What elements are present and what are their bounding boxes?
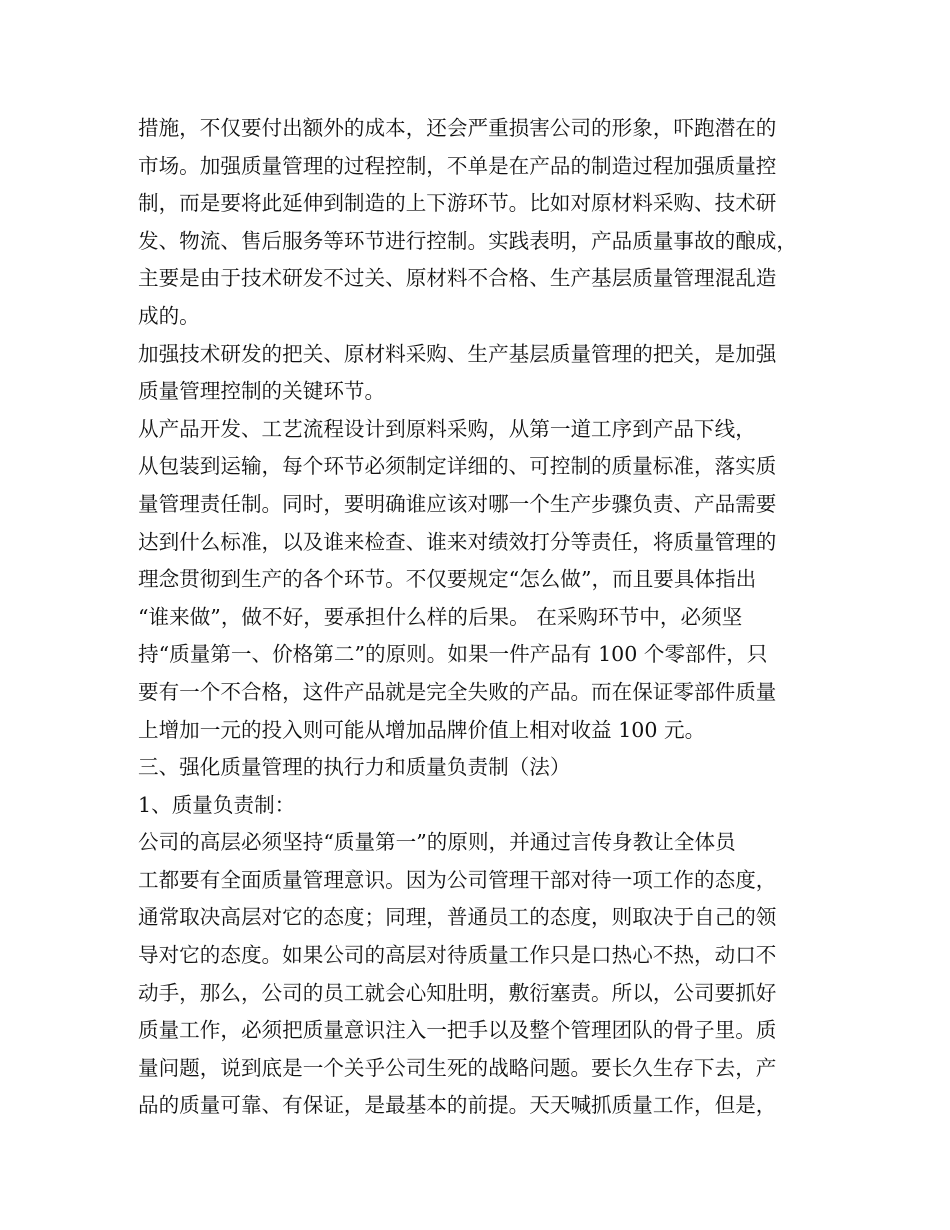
text-line: 从包装到运输，每个环节必须制定详细的、可控制的质量标准，落实质 xyxy=(138,454,777,479)
text-line: 发、物流、售后服务等环节进行控制。实践表明，产品质量事故的酿成， xyxy=(138,228,797,253)
text-line: 动手，那么，公司的员工就会心知肚明，敷衍塞责。所以，公司要抓好 xyxy=(138,980,777,1005)
text-line: 措施，不仅要付出额外的成本，还会严重损害公司的形象，吓跑潜在的 xyxy=(138,116,777,140)
text-line: 通常取决高层对它的态度；同理，普通员工的态度，则取决于自己的领 xyxy=(138,905,777,930)
text-line: 理念贯彻到生产的各个环节。不仅要规定“怎么做”，而且要具体指出 xyxy=(138,567,757,592)
body-text xyxy=(138,110,828,1125)
text-line: 加强技术研发的把关、原材料采购、生产基层质量管理的把关，是加强 xyxy=(138,341,777,366)
section-heading: 三、强化质量管理的执行力和质量负责制（法） xyxy=(138,755,571,780)
text-line: 市场。加强质量管理的过程控制，不单是在产品的制造过程加强质量控 xyxy=(138,153,777,178)
text-line: 达到什么标准，以及谁来检查、谁来对绩效打分等责任，将质量管理的 xyxy=(138,529,777,554)
text-line: 质量管理控制的关键环节。 xyxy=(138,379,386,404)
text-line: “谁来做”，做不好，要承担什么样的后果。 在采购环节中，必须坚 xyxy=(138,604,743,629)
text-line: 质量工作，必须把质量意识注入一把手以及整个管理团队的骨子里。质 xyxy=(138,1018,777,1043)
text-line: 成的。 xyxy=(138,303,200,328)
text-line: 品的质量可靠、有保证，是最基本的前提。天天喊抓质量工作，但是， xyxy=(138,1093,777,1118)
text-line: 制，而是要将此延伸到制造的上下游环节。比如对原材料采购、技术研 xyxy=(138,191,777,216)
text-line: 工都要有全面质量管理意识。因为公司管理干部对待一项工作的态度， xyxy=(138,867,777,892)
text-line: 导对它的态度。如果公司的高层对待质量工作只是口热心不热，动口不 xyxy=(138,943,777,968)
text-line: 上增加一元的投入则可能从增加品牌价值上相对收益 100 元。 xyxy=(138,717,706,742)
text-line: 量管理责任制。同时，要明确谁应该对哪一个生产步骤负责、产品需要 xyxy=(138,491,777,516)
text-line: 公司的高层必须坚持“质量第一”的原则，并通过言传身教让全体员 xyxy=(138,830,736,855)
text-line: 从产品开发、工艺流程设计到原料采购，从第一道工序到产品下线， xyxy=(138,416,756,441)
text-line: 持“质量第一、价格第二”的原则。如果一件产品有 100 个零部件，只 xyxy=(138,642,768,667)
text-line: 要有一个不合格，这件产品就是完全失败的产品。而在保证零部件质量 xyxy=(138,679,777,704)
text-line: 量问题，说到底是一个关乎公司生死的战略问题。要长久生存下去，产 xyxy=(138,1055,777,1080)
text-line: 主要是由于技术研发不过关、原材料不合格、生产基层质量管理混乱造 xyxy=(138,266,777,291)
subsection-heading: 1、质量负责制： xyxy=(138,792,296,817)
